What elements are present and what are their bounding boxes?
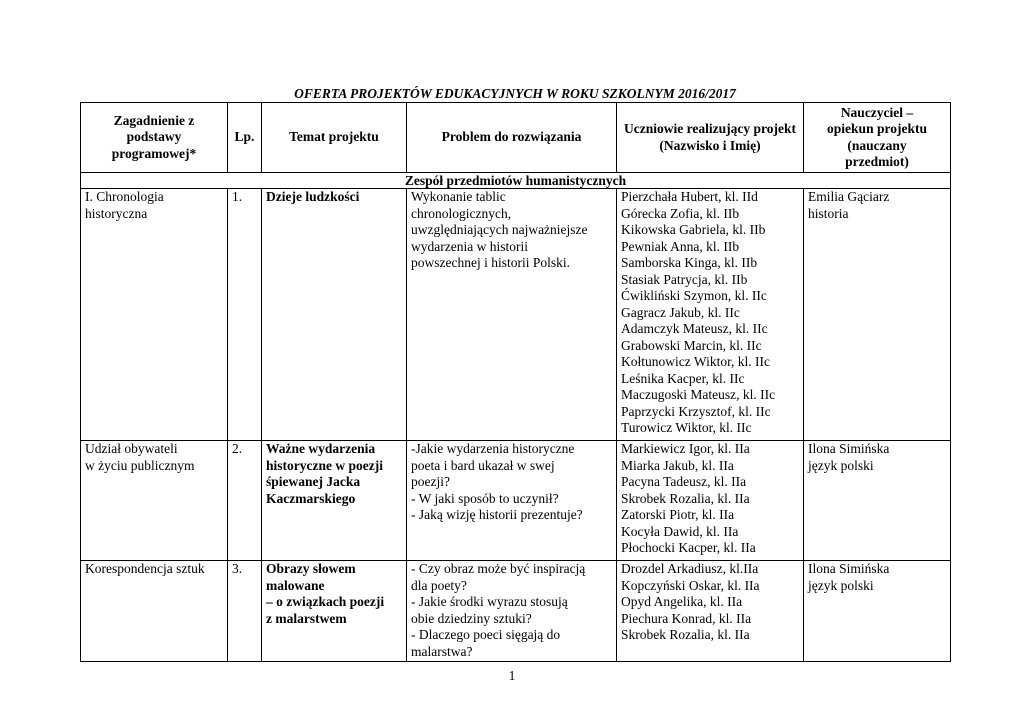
cell-nauczyciel-lines <box>808 441 946 474</box>
cell-nauczyciel <box>804 441 951 561</box>
text-line: opiekun projektu <box>827 121 927 136</box>
text-line: Płochocki Kacper, kl. IIa <box>621 540 756 555</box>
cell-nauczyciel <box>804 561 951 662</box>
section-title: Zespół przedmiotów humanistycznych <box>81 173 951 189</box>
table-row <box>81 441 951 561</box>
text-line: wydarzenia w historii <box>411 238 528 254</box>
cell-temat-lines <box>266 441 402 507</box>
text-line: Temat projektu <box>289 129 379 145</box>
cell-nauczyciel-lines <box>808 561 946 594</box>
text-line: Pierzchała Hubert, kl. IId <box>621 189 758 204</box>
cell-zagadnienie <box>81 189 228 441</box>
text-line: - Jaką wizję historii prezentuje? <box>411 507 583 522</box>
header-zagadnienie <box>81 103 228 173</box>
text-line: Pacyna Tadeusz, kl. IIa <box>621 474 747 489</box>
table-header-row <box>81 103 951 173</box>
text-line: Paprzycki Krzysztof, kl. IIc <box>621 403 771 419</box>
text-line: Nauczyciel – <box>840 104 914 120</box>
cell-zagadnienie <box>81 441 228 561</box>
cell-zagadnienie <box>81 561 228 662</box>
text-line: Lp. <box>234 129 255 145</box>
table-row <box>81 189 951 441</box>
header-zagadnienie-lines <box>84 113 224 163</box>
text-line: Pewniak Anna, kl. IIb <box>621 238 740 254</box>
text-line: historyczna <box>85 205 148 221</box>
text-line: Kikowska Gabriela, kl. IIb <box>621 222 766 237</box>
text-line: Kocyła Dawid, kl. IIa <box>621 523 739 539</box>
document-title: OFERTA PROJEKTÓW EDUKACYJNYCH W ROKU SZKOLNYM 2016/2017 <box>294 86 736 101</box>
cell-temat <box>262 189 407 441</box>
text-line: Kołtunowicz Wiktor, kl. IIc <box>621 354 771 369</box>
cell-problem <box>407 441 617 561</box>
text-line: Korespondencja sztuk <box>85 561 205 576</box>
text-line: Problem do rozwiązania <box>441 129 582 145</box>
text-line: Ilona Simińska <box>808 561 890 576</box>
cell-problem-lines <box>411 189 612 272</box>
text-line: Górecka Zofia, kl. IIb <box>621 205 740 221</box>
text-line: Adamczyk Mateusz, kl. IIc <box>621 321 768 336</box>
cell-zagadnienie-lines <box>85 441 223 474</box>
header-nauczyciel <box>804 103 951 173</box>
text-line: programowej* <box>111 145 197 161</box>
cell-temat-lines <box>266 189 402 206</box>
text-line: – o związkach poezji <box>266 594 385 609</box>
text-line: - Czy obraz może być inspiracją <box>411 561 586 576</box>
cell-uczniowie-lines <box>621 561 799 644</box>
text-line: historyczne w poezji <box>266 457 383 473</box>
text-line: Wykonanie tablic <box>411 189 506 204</box>
text-line: Gagracz Jakub, kl. IIc <box>621 304 740 320</box>
text-line: Uczniowie realizujący projekt <box>624 121 796 136</box>
projects-table <box>80 102 951 662</box>
text-line: poeta i bard ukazał w swej <box>411 457 555 473</box>
text-line: - Jakie środki wyrazu stosują <box>411 594 568 609</box>
header-lp-lines <box>231 129 258 146</box>
text-line: powszechnej i historii Polski. <box>411 255 570 270</box>
text-line: obie dziedziny sztuki? <box>411 610 532 626</box>
text-line: dla poety? <box>411 577 467 593</box>
cell-uczniowie-lines <box>621 189 799 437</box>
cell-nauczyciel <box>804 189 951 441</box>
text-line: malowane <box>266 577 325 593</box>
cell-lp: 3. <box>228 561 262 662</box>
cell-temat-lines <box>266 561 402 627</box>
text-line: podstawy <box>126 129 182 145</box>
cell-problem-lines <box>411 561 612 660</box>
cell-problem-lines <box>411 441 612 524</box>
text-line: Leśnika Kacper, kl. IIc <box>621 370 745 386</box>
text-line: Emilia Gąciarz <box>808 189 890 204</box>
text-line: Skrobek Rozalia, kl. IIa <box>621 627 750 642</box>
text-line: Zagadnienie z <box>113 112 195 128</box>
cell-uczniowie <box>617 561 804 662</box>
text-line: - W jaki sposób to uczynił? <box>411 490 559 506</box>
header-problem <box>407 103 617 173</box>
header-temat <box>262 103 407 173</box>
text-line: -Jakie wydarzenia historyczne <box>411 441 575 456</box>
text-line: Grabowski Marcin, kl. IIc <box>621 337 762 353</box>
text-line: Ważne wydarzenia <box>266 441 376 456</box>
cell-zagadnienie-lines <box>85 561 223 578</box>
text-line: Obrazy słowem <box>266 561 356 576</box>
section-row <box>81 173 951 189</box>
cell-problem <box>407 561 617 662</box>
text-line: Miarka Jakub, kl. IIa <box>621 457 734 473</box>
text-line: język polski <box>808 457 874 473</box>
header-temat-lines <box>265 129 403 146</box>
cell-zagadnienie-lines <box>85 189 223 222</box>
cell-lp: 1. <box>228 189 262 441</box>
text-line: język polski <box>808 577 874 593</box>
text-line: Kaczmarskiego <box>266 490 356 506</box>
text-line: Samborska Kinga, kl. IIb <box>621 255 758 270</box>
text-line: Opyd Angelika, kl. IIa <box>621 594 743 609</box>
text-line: przedmiot) <box>845 154 909 169</box>
text-line: uwzględniających najważniejsze <box>411 222 588 237</box>
text-line: historia <box>808 205 849 221</box>
cell-temat <box>262 441 407 561</box>
text-line: śpiewanej Jacka <box>266 474 361 489</box>
text-line: Stasiak Patrycja, kl. IIb <box>621 271 748 287</box>
text-line: (nauczany <box>847 137 907 153</box>
header-uczniowie-lines <box>620 121 800 154</box>
cell-uczniowie <box>617 189 804 441</box>
header-uczniowie <box>617 103 804 173</box>
text-line: Zatorski Piotr, kl. IIa <box>621 507 735 522</box>
text-line: I. Chronologia <box>85 189 164 204</box>
text-line: Maczugoski Mateusz, kl. IIc <box>621 387 776 402</box>
header-problem-lines <box>410 129 613 146</box>
text-line: poezji? <box>411 474 450 489</box>
text-line: Dzieje ludzkości <box>266 189 360 204</box>
cell-temat <box>262 561 407 662</box>
header-nauczyciel-lines <box>807 105 947 171</box>
text-line: z malarstwem <box>266 610 347 626</box>
text-line: Udział obywateli <box>85 441 178 456</box>
text-line: - Dlaczego poeci sięgają do <box>411 627 561 642</box>
page-number: 1 <box>508 668 516 683</box>
text-line: Drozdel Arkadiusz, kl.IIa <box>621 561 759 576</box>
cell-nauczyciel-lines <box>808 189 946 222</box>
text-line: (Nazwisko i Imię) <box>659 137 761 153</box>
text-line: Piechura Konrad, kl. IIa <box>621 610 752 626</box>
text-line: Ćwikliński Szymon, kl. IIc <box>621 288 767 303</box>
text-line: w życiu publicznym <box>85 457 195 473</box>
cell-uczniowie-lines <box>621 441 799 557</box>
text-line: Ilona Simińska <box>808 441 890 456</box>
text-line: chronologicznych, <box>411 205 512 221</box>
text-line: Skrobek Rozalia, kl. IIa <box>621 490 750 506</box>
table-row <box>81 561 951 662</box>
text-line: Turowicz Wiktor, kl. IIc <box>621 420 752 435</box>
text-line: Markiewicz Igor, kl. IIa <box>621 441 750 456</box>
text-line: Kopczyński Oskar, kl. IIa <box>621 577 760 593</box>
cell-lp: 2. <box>228 441 262 561</box>
cell-uczniowie <box>617 441 804 561</box>
cell-problem <box>407 189 617 441</box>
header-lp <box>228 103 262 173</box>
text-line: malarstwa? <box>411 643 473 659</box>
